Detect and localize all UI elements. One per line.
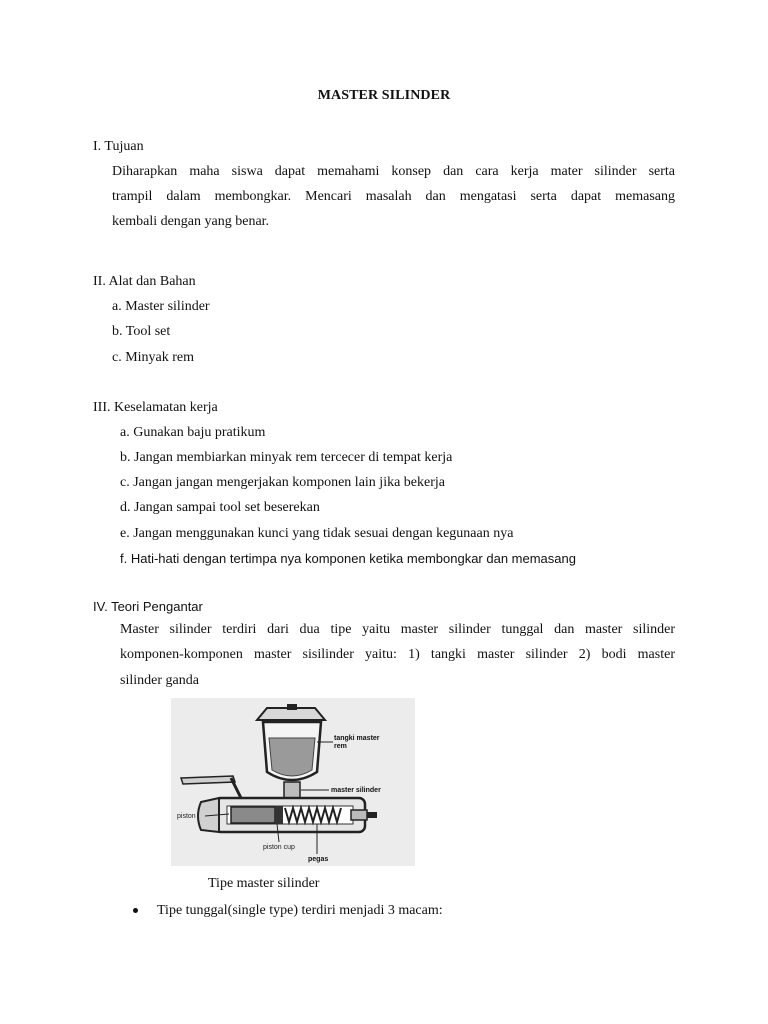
reservoir-neck <box>284 782 300 798</box>
keselamatan-item: c. Jangan jangan mengerjakan komponen lain jika bekerja <box>120 475 445 490</box>
teori-line-1: Master silinder terdiri dari dua tipe yaitu master silinder tunggal dan master silinder <box>120 622 675 637</box>
bullet-item: Tipe tunggal(single type) terdiri menjadi 3 macam: <box>157 903 443 918</box>
keselamatan-item: a. Gunakan baju pratikum <box>120 425 266 440</box>
outlet-fitting <box>351 810 367 820</box>
piston-cup <box>275 806 283 824</box>
label-tank-line1: tangki master <box>334 735 380 742</box>
alat-item: c. Minyak rem <box>112 350 195 365</box>
label-pegas: pegas <box>308 856 329 863</box>
teori-line-2: komponen-komponen master sisilinder yaitu: 1) tangki master silinder 2) bodi master <box>120 647 675 662</box>
lever-link <box>231 778 241 798</box>
section-heading-alat: II. Alat dan Bahan <box>93 274 196 289</box>
tujuan-line-2: trampil dalam membongkar. Mencari masalah dan mengatasi serta dapat memasang <box>112 189 675 204</box>
tujuan-line-1: Diharapkan maha siswa dapat memahami konsep dan cara kerja mater silinder serta <box>112 164 675 179</box>
label-master-silinder: master silinder <box>331 787 381 794</box>
teori-line-3: silinder ganda <box>120 673 199 688</box>
label-piston: piston <box>177 813 196 820</box>
tujuan-line-3: kembali dengan yang benar. <box>112 214 270 229</box>
alat-item: a. Master silinder <box>112 299 210 314</box>
cap-knob <box>287 704 297 710</box>
push-rod-lever <box>181 776 235 784</box>
keselamatan-item: f. Hati-hati dengan tertimpa nya komponen ketika membongkar dan memasang <box>120 551 576 566</box>
keselamatan-item: e. Jangan menggunakan kunci yang tidak sesuai dengan kegunaan nya <box>120 526 514 541</box>
page-title: MASTER SILINDER <box>317 88 451 103</box>
master-cylinder-figure <box>171 698 415 866</box>
section-heading-teori: IV. Teori Pengantar <box>93 599 203 614</box>
alat-item: b. Tool set <box>112 324 171 339</box>
brake-fluid <box>269 738 315 776</box>
label-tank-line2: rem <box>334 743 347 750</box>
master-cylinder-diagram <box>171 698 415 866</box>
bullet-icon <box>133 908 138 913</box>
piston <box>231 807 275 823</box>
keselamatan-item: d. Jangan sampai tool set beserekan <box>120 500 320 515</box>
section-heading-tujuan: I. Tujuan <box>93 139 144 154</box>
label-piston-cup: piston cup <box>263 844 295 851</box>
outlet-tip <box>367 812 377 818</box>
section-heading-keselamatan: III. Keselamatan kerja <box>93 400 218 415</box>
figure-caption: Tipe master silinder <box>208 876 320 891</box>
keselamatan-item: b. Jangan membiarkan minyak rem tercecer di tempat kerja <box>120 450 453 465</box>
